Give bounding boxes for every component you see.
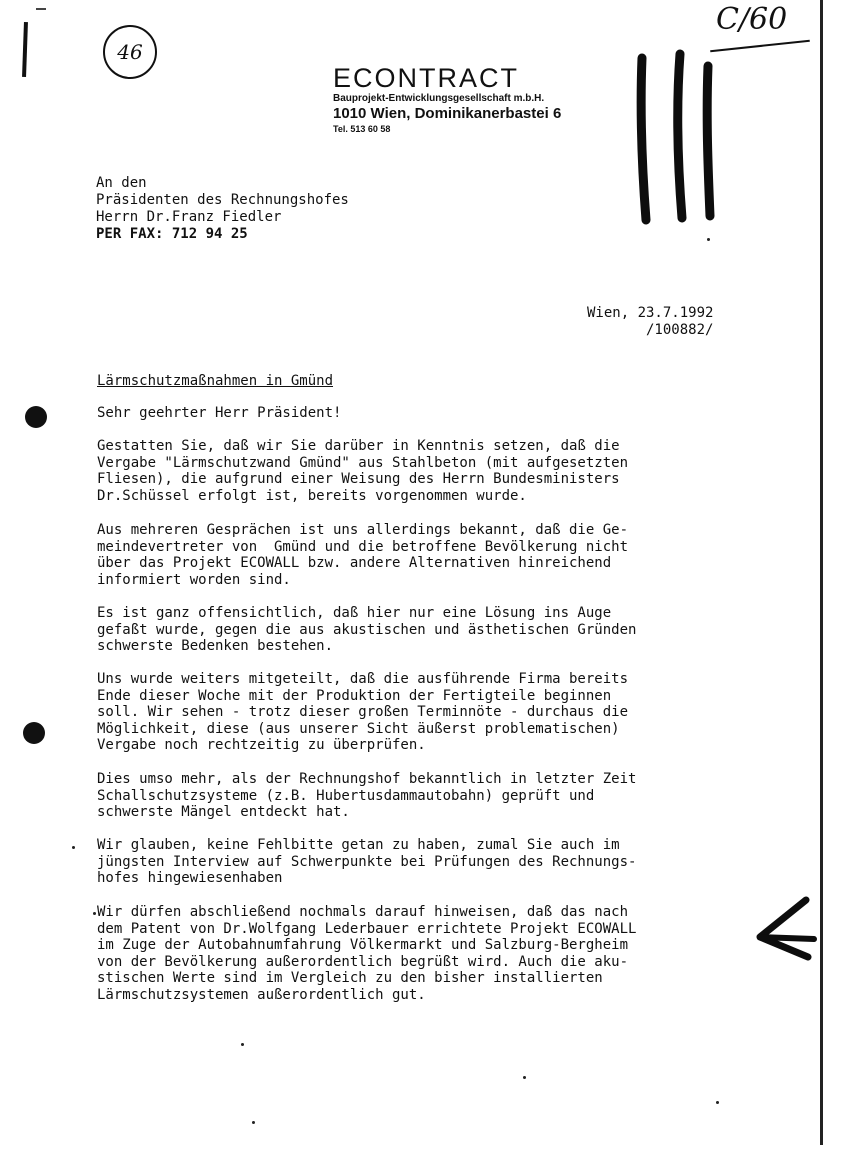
circled-folio-number: 46 <box>103 25 157 79</box>
scan-mark <box>36 8 46 10</box>
punch-hole <box>23 722 45 744</box>
scan-speck <box>72 846 75 849</box>
date-block <box>587 305 713 339</box>
body-paragraph: Uns wurde weiters mitgeteilt, daß die ausführende Firma bereits Ende dieser Woche mit der Produktion der Fertigteile beginnen soll. Wir sehen - trotz dieser großen Terminnöte - durchaus die Möglichkeit, diese (aus unserer Sicht äußerst problematischen) Vergabe noch rechtzeitig zu überprüfen. <box>97 671 629 753</box>
handwritten-arrow-mark <box>748 895 818 970</box>
recipient-line: An den <box>96 175 147 191</box>
body-paragraph: Aus mehreren Gesprächen ist uns allerdings bekannt, daß die Ge- meindevertreter von Gmünd und die betroffene Bevölkerung nicht über das Projekt ECOWALL bzw. andere Alternativen hinreichend informiert worden sind. <box>97 522 629 588</box>
body-paragraph: Wir glauben, keine Fehlbitte getan zu haben, zumal Sie auch im jüngsten Interview auf Schwerpunkte bei Prüfungen des Rechnungs- hofes hingewiesenhaben <box>97 837 637 886</box>
company-logo: ECONTRACT <box>333 63 519 93</box>
company-subtitle: Bauprojekt-Entwicklungsgesellschaft m.b.H. <box>333 93 545 104</box>
subject-line: Lärmschutzmaßnahmen in Gmünd <box>97 373 334 389</box>
body-paragraph: Wir dürfen abschließend nochmals darauf hinweisen, daß das nach dem Patent von Dr.Wolfgang Lederbauer errichtete Projekt ECOWALL im Zuge der Autobahnumfahrung Völkermarkt und Salzburg-Bergheim von der Bevölkerung außerordentlich begrüßt wird. Auch die aku- stischen Werte sind im Vergleich zu den bisher installierten Lärmschutzsystemen außerordentlich gut. <box>97 904 637 1003</box>
recipient-line: Präsidenten des Rechnungshofes <box>96 192 349 208</box>
company-address: 1010 Wien, Dominikanerbastei 6 <box>333 105 562 122</box>
letterhead <box>333 64 561 136</box>
scan-speck <box>252 1121 255 1124</box>
scan-speck <box>707 238 710 241</box>
body-paragraph: Gestatten Sie, daß wir Sie darüber in Kenntnis setzen, daß die Vergabe "Lärmschutzwand Gmünd" aus Stahlbeton (mit aufgesetzten Fliesen), die aufgrund einer Weisung des Herrn Bundesministers Dr.Schüssel erfolgt ist, bereits vorgenommen wurde. <box>97 438 629 504</box>
body-paragraph: Es ist ganz offensichtlich, daß hier nur eine Lösung ins Auge gefaßt wurde, gegen die aus akustischen und ästhetischen Gründen schwerste Bedenken bestehen. <box>97 605 637 654</box>
company-telephone: Tel. 513 60 58 <box>333 124 391 134</box>
fax-number: PER FAX: 712 94 25 <box>96 226 248 242</box>
body-paragraph: Dies umso mehr, als der Rechnungshof bekanntlich in letzter Zeit Schallschutzsysteme (z.B. Hubertusdammautobahn) geprüft und schwerste Mängel entdeckt hat. <box>97 771 637 820</box>
handwritten-reference: C/60 <box>716 2 788 37</box>
salutation: Sehr geehrter Herr Präsident! <box>97 405 342 421</box>
punch-hole <box>25 406 47 428</box>
reference-underline <box>710 40 810 52</box>
scan-speck <box>716 1101 719 1104</box>
scan-speck <box>241 1043 244 1046</box>
handwritten-bar-mark <box>22 22 28 77</box>
recipient-block <box>96 175 349 243</box>
reference-number: /100882/ <box>646 322 714 338</box>
scan-speck <box>523 1076 526 1079</box>
recipient-line: Herrn Dr.Franz Fiedler <box>96 209 282 225</box>
handwritten-strokes-mark <box>630 48 720 228</box>
place-date: Wien, 23.7.1992 <box>587 305 714 321</box>
scan-speck <box>93 912 96 915</box>
page-edge-line <box>820 0 823 1145</box>
